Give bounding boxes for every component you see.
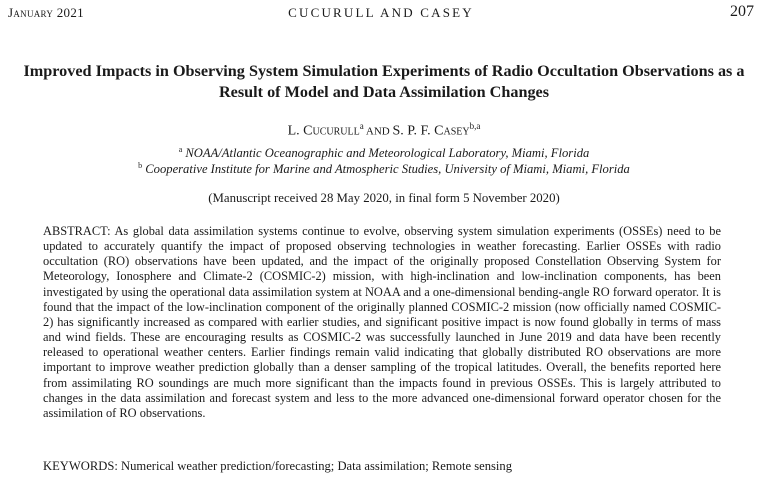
affiliation-b-mark: b — [138, 161, 143, 170]
affiliation-a-text: NOAA/Atlantic Oceanographic and Meteorological Laboratory, Miami, Florida — [182, 146, 590, 161]
author-line — [0, 121, 768, 140]
author-joiner: AND — [363, 125, 393, 138]
journal-date: January 2021 — [8, 5, 84, 20]
author-2-affiliation-mark: b,a — [469, 121, 481, 131]
author-2: S. P. F. Casey — [392, 123, 470, 139]
keywords: KEYWORDS: Numerical weather prediction/forecasting; Data assimilation; Remote sensing — [43, 459, 512, 473]
page-number: 207 — [730, 3, 754, 20]
paper-title: Improved Impacts in Observing System Simulation Experiments of Radio Occultation Observations as a Result of Model and Data Assimilation Changes — [23, 62, 745, 101]
affiliation-b-text: Cooperative Institute for Marine and Atmospheric Studies, University of Miami, Miami, Florida — [142, 162, 630, 177]
manuscript-dates: (Manuscript received 28 May 2020, in final form 5 November 2020) — [208, 191, 560, 205]
affiliation-a — [0, 145, 768, 161]
running-authors: CUCURULL AND CASEY — [288, 5, 474, 20]
abstract: ABSTRACT: As global data assimilation systems continue to evolve, observing system simulation experiments (OSSEs) need to be updated to accurately quantify the impact of proposed observing technologies in weather forecasting. Earlier OSSEs with radio occultation (RO) observations have been updated, and the impact of the originally proposed Constellation Observing System for Meteorology, Ionosphere and Climate-2 (COSMIC-2) mission, with high-inclination and low-inclination components, has been investigated by using the operational data assimilation system at NOAA and a one-dimensional bending-angle RO forward operator. It is found that the impact of the low-inclination component of the originally planned COSMIC-2 mission (now officially named COSMIC-2) has significantly increased as compared with earlier studies, and significant positive impact is now found globally in terms of mass and wind fields. These are encouraging results as COSMIC-2 was successfully launched in June 2019 and data have been recently released to operational weather centers. Earlier findings remain valid indicating that globally distributed RO observations are more important to improve weather prediction globally than a denser sampling of the tropical latitudes. Overall, the benefits reported here from assimilating RO soundings are much more significant than the impacts found in previous OSSEs. This is largely attributed to changes in the data assimilation and forecast system and less to the more advanced one-dimensional forward operator chosen for the assimilation of RO observations. — [43, 224, 721, 420]
affiliation-b — [0, 161, 768, 177]
running-header — [8, 3, 754, 23]
author-1: L. Cucurull — [287, 123, 360, 139]
affiliation-a-mark: a — [178, 145, 183, 154]
author-1-affiliation-mark: a — [359, 121, 364, 131]
